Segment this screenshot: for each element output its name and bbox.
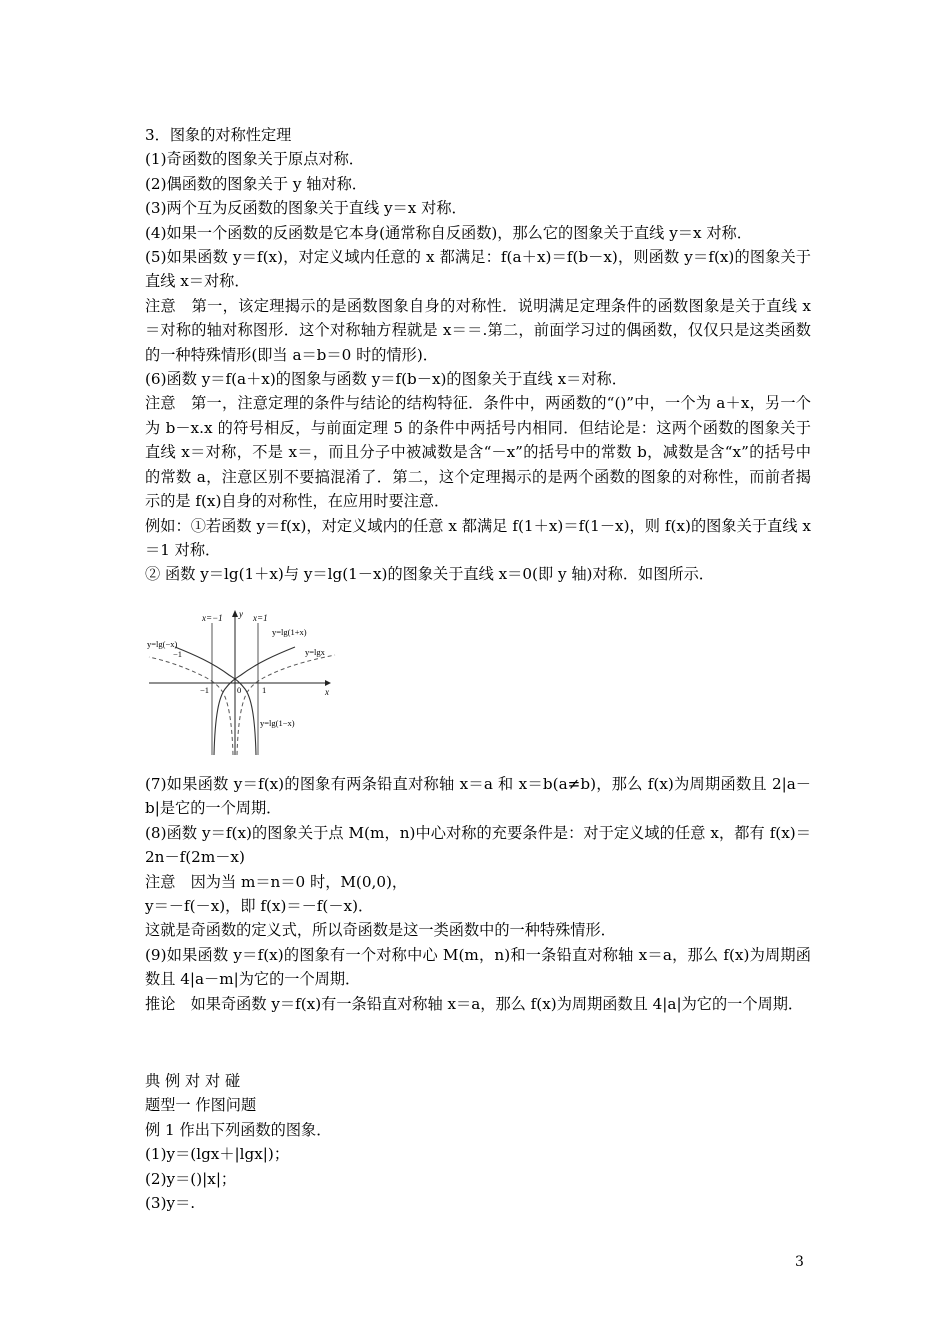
- label-tick-neg1-upper: −1: [173, 649, 183, 659]
- paragraph: 这就是奇函数的定义式，所以奇函数是这一类函数中的一种特殊情形．: [145, 921, 616, 940]
- text-block-top: [145, 123, 811, 587]
- label-y-axis: y: [239, 609, 243, 619]
- example-item: (2)y＝()|x|；: [145, 1169, 237, 1188]
- tick-1: 1: [262, 685, 267, 695]
- label-x-axis: x: [325, 687, 329, 697]
- tick-0: 0: [237, 685, 242, 695]
- log-function-graph: [145, 605, 345, 757]
- curve-lg-1-minus-x: [175, 647, 256, 755]
- section-subtitle: 题型一 作图问题: [145, 1096, 257, 1115]
- paragraph: (2)偶函数的图象关于 y 轴对称．: [145, 174, 367, 193]
- example-item: (1)y＝(lgx＋|lgx|)；: [145, 1145, 290, 1164]
- paragraph: 注意 第一，该定理揭示的是函数图象自身的对称性．说明满足定理条件的函数图象是关于直线 x＝对称的轴对称图形．这个对称轴方程就是 x＝＝.第二，前面学习过的偶函数，仅仅只是这类函数的一种特殊情形(即当 a＝b＝0 时的情形)．: [145, 296, 811, 364]
- paragraph: (4)如果一个函数的反函数是它本身(通常称自反函数)，那么它的图象关于直线 y＝x 对称．: [145, 223, 752, 242]
- paragraph: 注意 因为当 m＝n＝0 时，M(0,0)，: [145, 872, 408, 891]
- paragraph: y＝－f(－x)，即 f(x)＝－f(－x)．: [145, 897, 374, 916]
- label-x-neg1: x=−1: [202, 613, 223, 623]
- section-title: 典 例 对 对 碰: [145, 1072, 241, 1090]
- paragraph: (5)如果函数 y＝f(x)，对定义域内任意的 x 都满足：f(a＋x)＝f(b－x)，则函数 y＝f(x)的图象关于直线 x＝对称．: [145, 248, 811, 291]
- label-lg-1-plus-x: y=lg(1+x): [272, 627, 307, 637]
- label-lg-neg-x: y=lg(−x): [147, 639, 178, 649]
- x-axis-arrow: [325, 680, 331, 686]
- paragraph: (3)两个互为反函数的图象关于直线 y＝x 对称．: [145, 199, 467, 218]
- y-axis-arrow: [232, 610, 238, 617]
- paragraph: (9)如果函数 y＝f(x)的图象有一个对称中心 M(m，n)和一条铅直对称轴 x＝a，那么 f(x)为周期函数且 4|a－m|为它的一个周期．: [145, 945, 811, 989]
- example-item: (3)y＝.: [145, 1194, 196, 1213]
- section-heading: 3．图象的对称性定理: [145, 126, 292, 144]
- text-block-middle: [145, 772, 811, 1016]
- paragraph: (7)如果函数 y＝f(x)的图象有两条铅直对称轴 x＝a 和 x＝b(a≠b)，那么 f(x)为周期函数且 2|a－b|是它的一个周期．: [145, 775, 811, 818]
- paragraph: ② 函数 y＝lg(1＋x)与 y＝lg(1－x)的图象关于直线 x＝0(即 y 轴)对称．如图所示．: [145, 565, 714, 584]
- curve-lg-neg-x: [149, 657, 233, 755]
- page-number: 3: [795, 1254, 804, 1270]
- examples-section: [145, 1069, 811, 1215]
- paragraph: (1)奇函数的图象关于原点对称．: [145, 150, 364, 169]
- label-lg-1-minus-x: y=lg(1−x): [260, 718, 295, 728]
- paragraph: 推论 如果奇函数 y＝f(x)有一条铅直对称轴 x＝a，那么 f(x)为周期函数且 4|a|为它的一个周期．: [145, 994, 804, 1013]
- paragraph: 例如：①若函数 y＝f(x)，对定义域内的任意 x 都满足 f(1＋x)＝f(1－x)，则 f(x)的图象关于直线 x＝1 对称．: [145, 516, 811, 559]
- tick-neg1: −1: [200, 685, 210, 695]
- paragraph: (8)函数 y＝f(x)的图象关于点 M(m，n)中心对称的充要条件是：对于定义域的任意 x，都有 f(x)＝2n－f(2m－x): [145, 823, 811, 867]
- curve-lg-1-plus-x: [214, 647, 295, 755]
- label-x-1: x=1: [253, 613, 268, 623]
- example-intro: 例 1 作出下列函数的图象．: [145, 1120, 332, 1139]
- paragraph: 注意 第一，注意定理的条件与结论的结构特征．条件中，两函数的“()”中，一个为 a＋x，另一个为 b－x.x 的符号相反，与前面定理 5 的条件中两括号内相同．但结论是：这两个函数的图象关于直线 x＝对称，不是 x＝，而且分子中被减数是含“－x”的括号中的常数 b，减数是含“x”的括号中的常数 a，注意区别不要搞混淆了．第二，这个定理揭示的是两个函数的图象的对称性，而前者揭示的是 f(x)自身的对称性，在应用时要注意．: [145, 394, 811, 511]
- paragraph: (6)函数 y＝f(a＋x)的图象与函数 y＝f(b－x)的图象关于直线 x＝对称．: [145, 370, 627, 389]
- label-lgx: y=lgx: [305, 647, 325, 657]
